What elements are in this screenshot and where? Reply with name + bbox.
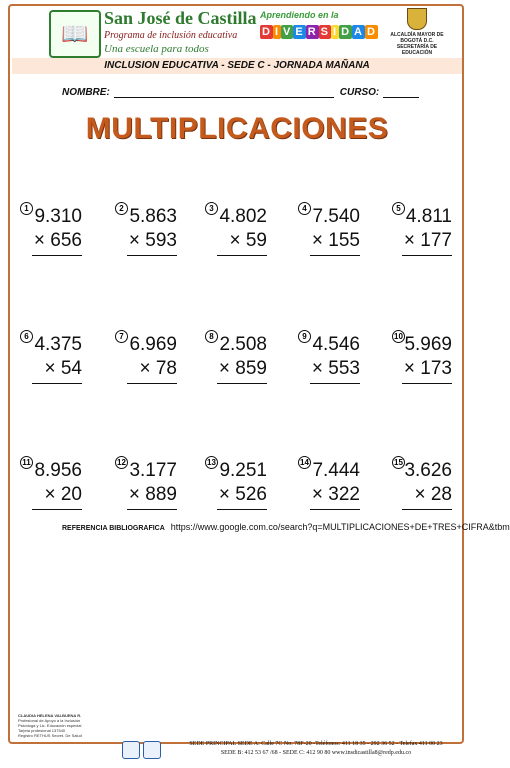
alcaldia-name: ALCALDÍA MAYOR DE BOGOTÁ D.C.: [390, 32, 444, 44]
reference-url[interactable]: https://www.google.com.co/search?q=MULTIPLICACIONES+DE+TRES+CIFRA&tbm: [170, 522, 510, 532]
problem-number: 4: [298, 202, 311, 215]
multiplication-problem: [205, 330, 267, 430]
result-line: [310, 255, 360, 256]
diversity-letter: D: [262, 26, 271, 38]
problem-number: 7: [115, 330, 128, 343]
page-title: MULTIPLICACIONES: [85, 112, 389, 145]
multiplier: × 322: [311, 484, 360, 505]
multiplicand: 4.811: [405, 206, 452, 227]
nombre-field[interactable]: [114, 97, 334, 98]
problem-number: 15: [392, 456, 405, 469]
multiplier: × 155: [311, 230, 360, 251]
diversity-letter: E: [295, 26, 304, 38]
multiplicand: 5.863: [129, 206, 177, 227]
multiplicand: 3.177: [129, 460, 177, 481]
reference: [62, 522, 510, 532]
multiplication-problem: [205, 202, 267, 302]
diversity-letter: R: [307, 26, 317, 38]
problem-number: 14: [298, 456, 311, 469]
problem-number: 3: [205, 202, 218, 215]
student-info-row: [62, 87, 419, 98]
multiplicand: 4.375: [34, 334, 82, 355]
bogota-shield-icon: [407, 8, 427, 30]
diversity-letter: I: [274, 26, 280, 38]
multiplier: × 656: [33, 230, 82, 251]
multiplicand: 6.969: [129, 334, 177, 355]
result-line: [217, 383, 267, 384]
author-line: Registro RETHUS Secret. De Salud: [18, 733, 82, 738]
multiplier: × 553: [311, 358, 360, 379]
diversity-logo: [260, 10, 378, 54]
problem-number: 2: [115, 202, 128, 215]
reference-label: REFERENCIA BIBLIOGRAFICA: [62, 525, 165, 532]
multiplication-problem: [115, 330, 177, 430]
result-line: [32, 383, 82, 384]
multiplier: × 28: [414, 484, 452, 505]
footer-line: SEDE PRINCIPAL SEDE A: Calle 7C No. 78F-20 -Teléfonos: 411 18 35 - 292 36 52 - Telefax 411 00 23: [189, 741, 443, 747]
alcaldia-sub: SECRETARÍA DE EDUCACIÓN: [396, 44, 438, 56]
school-motto: Una escuela para todos: [104, 43, 209, 55]
result-line: [217, 255, 267, 256]
multiplication-problem: [20, 202, 82, 302]
bogota-mejor-logo-icon: [143, 741, 161, 759]
multiplicand: 5.969: [404, 334, 452, 355]
multiplicand: 4.802: [219, 206, 267, 227]
section-band: INCLUSION EDUCATIVA - SEDE C - JORNADA MAÑANA: [12, 58, 462, 74]
author-line: Profesional de Apoyo a la Inclusión: [18, 718, 81, 723]
author-name: CLAUDIA HELENA VALBUENA R.: [18, 713, 82, 718]
multiplication-problem: [115, 202, 177, 302]
multiplication-problem: [298, 202, 360, 302]
diversity-letter: S: [320, 26, 329, 38]
diversity-letter: V: [283, 26, 292, 38]
multiplicand: 9.310: [34, 206, 82, 227]
curso-field[interactable]: [383, 97, 419, 98]
result-line: [310, 509, 360, 510]
problem-number: 8: [205, 330, 218, 343]
header: [12, 6, 462, 56]
multiplier: × 59: [229, 230, 267, 251]
result-line: [32, 509, 82, 510]
bogota-logo-icon: [122, 741, 140, 759]
school-logo-icon: 📖: [49, 10, 101, 58]
multiplicand: 9.251: [219, 460, 267, 481]
multiplier: × 889: [128, 484, 177, 505]
multiplication-problem: [115, 456, 177, 556]
multiplier: × 593: [128, 230, 177, 251]
problem-number: 12: [115, 456, 128, 469]
result-line: [310, 383, 360, 384]
diversity-logo-word: [260, 26, 378, 38]
multiplier: × 78: [139, 358, 177, 379]
author-line: Tarjeta profesional 137540: [18, 728, 66, 733]
multiplication-problem: [392, 330, 452, 430]
multiplicand: 2.508: [219, 334, 267, 355]
footer-line: SEDE B: 412 53 67 /68 - SEDE C: 412 90 80 www.insdicastilla8@redp.edu.co: [220, 749, 412, 756]
author-block: [18, 713, 128, 738]
multiplier: × 173: [403, 358, 452, 379]
program-name: Programa de inclusión educativa: [104, 30, 238, 41]
problem-number: 11: [20, 456, 33, 469]
result-line: [127, 383, 177, 384]
problem-number: 1: [20, 202, 33, 215]
diversity-logo-top: Aprendiendo en la: [260, 10, 339, 20]
author-line: Psicóloga y Lic. Educación especial: [18, 723, 82, 728]
curso-label: CURSO:: [339, 87, 380, 98]
problem-number: 13: [205, 456, 218, 469]
multiplication-problem: [20, 456, 82, 556]
diversity-letter: A: [354, 26, 363, 38]
result-line: [402, 255, 452, 256]
result-line: [402, 383, 452, 384]
result-line: [217, 509, 267, 510]
multiplicand: 4.546: [312, 334, 360, 355]
result-line: [127, 255, 177, 256]
multiplication-problem: [392, 456, 452, 556]
diversity-letter: I: [333, 26, 338, 38]
alcaldia-logo: [382, 8, 452, 56]
result-line: [32, 255, 82, 256]
result-line: [402, 509, 452, 510]
multiplication-problem: [298, 330, 360, 430]
multiplication-problem: [205, 456, 267, 556]
result-line: [127, 509, 177, 510]
multiplication-problem: [298, 456, 360, 556]
multiplicand: 3.626: [404, 460, 452, 481]
multiplication-problem: [20, 330, 82, 430]
multiplicand: 7.444: [312, 460, 360, 481]
multiplier: × 177: [403, 230, 452, 251]
multiplicand: 7.540: [312, 206, 360, 227]
problem-number: 5: [392, 202, 405, 215]
multiplicand: 8.956: [34, 460, 82, 481]
problem-number: 9: [298, 330, 311, 343]
multiplication-problem: [392, 202, 452, 302]
multiplier: × 54: [44, 358, 82, 379]
diversity-letter: D: [341, 26, 351, 38]
school-name: San José de Castilla: [104, 8, 257, 28]
footer-contact: [168, 740, 464, 757]
diversity-letter: D: [366, 26, 376, 38]
multiplier: × 526: [218, 484, 267, 505]
problem-number: 10: [392, 330, 405, 343]
multiplier: × 859: [218, 358, 267, 379]
multiplier: × 20: [44, 484, 82, 505]
nombre-label: NOMBRE:: [62, 87, 110, 98]
problem-number: 6: [20, 330, 33, 343]
